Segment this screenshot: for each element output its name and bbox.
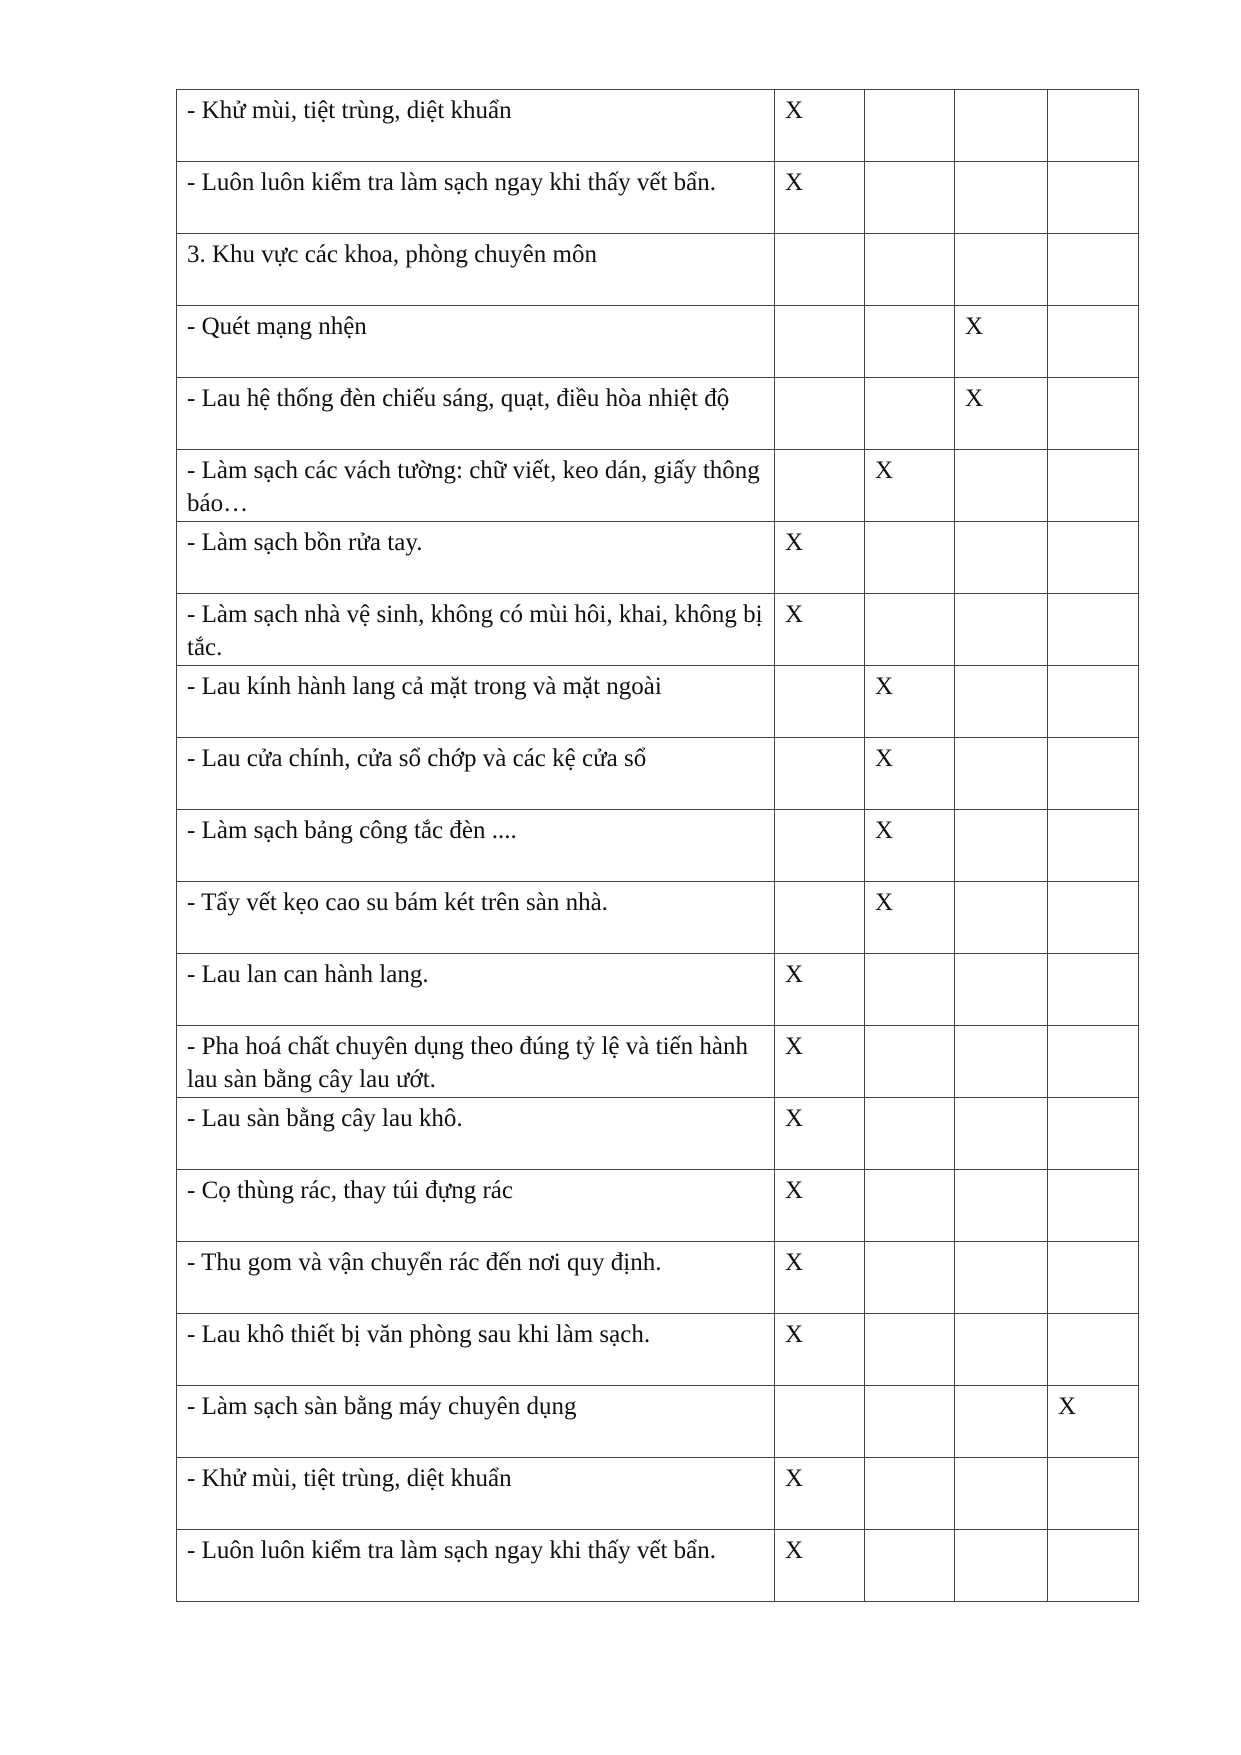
table-row xyxy=(177,882,1139,954)
frequency-mark-cell xyxy=(1048,1098,1139,1170)
task-cell: - Luôn luôn kiểm tra làm sạch ngay khi thấy vết bẩn. xyxy=(177,162,775,234)
task-cell: - Luôn luôn kiểm tra làm sạch ngay khi thấy vết bẩn. xyxy=(177,1530,775,1602)
frequency-mark-cell xyxy=(955,234,1048,306)
frequency-mark-cell xyxy=(1048,810,1139,882)
frequency-mark-cell xyxy=(775,1386,865,1458)
frequency-mark-cell: X xyxy=(775,1314,865,1386)
frequency-mark-cell xyxy=(1048,594,1139,666)
frequency-mark-cell xyxy=(775,450,865,522)
frequency-mark-cell: X xyxy=(775,594,865,666)
table-row xyxy=(177,450,1139,522)
frequency-mark-cell: X xyxy=(865,810,955,882)
frequency-mark-cell: X xyxy=(865,738,955,810)
frequency-mark-cell xyxy=(865,594,955,666)
frequency-mark-cell: X xyxy=(775,162,865,234)
table-row xyxy=(177,810,1139,882)
frequency-mark-cell xyxy=(1048,378,1139,450)
frequency-mark-cell xyxy=(775,234,865,306)
frequency-mark-cell xyxy=(955,1314,1048,1386)
task-cell: 3. Khu vực các khoa, phòng chuyên môn xyxy=(177,234,775,306)
table-row xyxy=(177,1026,1139,1098)
frequency-mark-cell: X xyxy=(775,1242,865,1314)
frequency-mark-cell xyxy=(955,810,1048,882)
frequency-mark-cell xyxy=(955,666,1048,738)
task-cell: - Khử mùi, tiệt trùng, diệt khuẩn xyxy=(177,1458,775,1530)
task-cell: - Thu gom và vận chuyển rác đến nơi quy định. xyxy=(177,1242,775,1314)
frequency-mark-cell xyxy=(1048,522,1139,594)
frequency-mark-cell xyxy=(955,1170,1048,1242)
task-cell: - Làm sạch bảng công tắc đèn .... xyxy=(177,810,775,882)
frequency-mark-cell xyxy=(865,306,955,378)
frequency-mark-cell xyxy=(865,954,955,1026)
frequency-mark-cell xyxy=(865,234,955,306)
table-row xyxy=(177,954,1139,1026)
table-row xyxy=(177,1386,1139,1458)
frequency-mark-cell: X xyxy=(955,378,1048,450)
frequency-mark-cell xyxy=(1048,162,1139,234)
frequency-mark-cell xyxy=(1048,1242,1139,1314)
table-row xyxy=(177,1098,1139,1170)
table-row xyxy=(177,522,1139,594)
task-cell: - Làm sạch sàn bằng máy chuyên dụng xyxy=(177,1386,775,1458)
frequency-mark-cell xyxy=(1048,1458,1139,1530)
task-cell: - Lau khô thiết bị văn phòng sau khi làm sạch. xyxy=(177,1314,775,1386)
table-row xyxy=(177,594,1139,666)
frequency-mark-cell xyxy=(775,738,865,810)
frequency-mark-cell xyxy=(955,1026,1048,1098)
frequency-mark-cell xyxy=(865,1386,955,1458)
task-cell: - Làm sạch bồn rửa tay. xyxy=(177,522,775,594)
task-cell: - Pha hoá chất chuyên dụng theo đúng tỷ lệ và tiến hành lau sàn bằng cây lau ướt. xyxy=(177,1026,775,1098)
frequency-mark-cell: X xyxy=(775,1026,865,1098)
frequency-mark-cell xyxy=(955,738,1048,810)
frequency-mark-cell xyxy=(865,90,955,162)
frequency-mark-cell xyxy=(1048,1530,1139,1602)
frequency-mark-cell xyxy=(865,1530,955,1602)
table-row xyxy=(177,1242,1139,1314)
frequency-mark-cell xyxy=(1048,738,1139,810)
frequency-mark-cell: X xyxy=(775,90,865,162)
frequency-mark-cell xyxy=(955,1458,1048,1530)
frequency-mark-cell xyxy=(955,522,1048,594)
frequency-mark-cell xyxy=(1048,90,1139,162)
task-cell: - Làm sạch các vách tường: chữ viết, keo dán, giấy thông báo… xyxy=(177,450,775,522)
table-row xyxy=(177,738,1139,810)
cleaning-schedule-table xyxy=(176,89,1139,1602)
frequency-mark-cell xyxy=(955,162,1048,234)
frequency-mark-cell xyxy=(955,1530,1048,1602)
task-cell: - Làm sạch nhà vệ sinh, không có mùi hôi, khai, không bị tắc. xyxy=(177,594,775,666)
table-row xyxy=(177,1458,1139,1530)
table-row xyxy=(177,666,1139,738)
frequency-mark-cell xyxy=(865,522,955,594)
task-cell: - Lau sàn bằng cây lau khô. xyxy=(177,1098,775,1170)
table-row xyxy=(177,1170,1139,1242)
frequency-mark-cell xyxy=(865,1314,955,1386)
task-cell: - Khử mùi, tiệt trùng, diệt khuẩn xyxy=(177,90,775,162)
task-cell: - Lau cửa chính, cửa sổ chớp và các kệ cửa sổ xyxy=(177,738,775,810)
frequency-mark-cell xyxy=(1048,306,1139,378)
frequency-mark-cell xyxy=(1048,882,1139,954)
frequency-mark-cell: X xyxy=(865,450,955,522)
table-body xyxy=(177,90,1139,1602)
table-row xyxy=(177,90,1139,162)
task-cell: - Cọ thùng rác, thay túi đựng rác xyxy=(177,1170,775,1242)
frequency-mark-cell xyxy=(775,810,865,882)
task-cell: - Tẩy vết kẹo cao su bám két trên sàn nhà. xyxy=(177,882,775,954)
frequency-mark-cell: X xyxy=(955,306,1048,378)
frequency-mark-cell: X xyxy=(1048,1386,1139,1458)
frequency-mark-cell xyxy=(955,954,1048,1026)
task-cell: - Lau hệ thống đèn chiếu sáng, quạt, điều hòa nhiệt độ xyxy=(177,378,775,450)
frequency-mark-cell xyxy=(865,1098,955,1170)
frequency-mark-cell xyxy=(955,1386,1048,1458)
task-cell: - Lau lan can hành lang. xyxy=(177,954,775,1026)
frequency-mark-cell: X xyxy=(775,954,865,1026)
task-cell: - Quét mạng nhện xyxy=(177,306,775,378)
frequency-mark-cell xyxy=(955,594,1048,666)
table-row xyxy=(177,162,1139,234)
table-row xyxy=(177,234,1139,306)
frequency-mark-cell: X xyxy=(775,1530,865,1602)
frequency-mark-cell xyxy=(1048,1170,1139,1242)
frequency-mark-cell: X xyxy=(775,1458,865,1530)
frequency-mark-cell xyxy=(865,1458,955,1530)
frequency-mark-cell xyxy=(1048,450,1139,522)
frequency-mark-cell xyxy=(955,450,1048,522)
frequency-mark-cell xyxy=(955,1242,1048,1314)
frequency-mark-cell xyxy=(865,1026,955,1098)
frequency-mark-cell xyxy=(1048,666,1139,738)
task-cell: - Lau kính hành lang cả mặt trong và mặt ngoài xyxy=(177,666,775,738)
frequency-mark-cell xyxy=(775,666,865,738)
frequency-mark-cell: X xyxy=(865,666,955,738)
frequency-mark-cell xyxy=(865,1170,955,1242)
frequency-mark-cell: X xyxy=(865,882,955,954)
table-row xyxy=(177,378,1139,450)
frequency-mark-cell xyxy=(865,1242,955,1314)
frequency-mark-cell xyxy=(1048,1026,1139,1098)
table-row xyxy=(177,1530,1139,1602)
frequency-mark-cell: X xyxy=(775,1098,865,1170)
frequency-mark-cell xyxy=(1048,1314,1139,1386)
frequency-mark-cell: X xyxy=(775,522,865,594)
frequency-mark-cell xyxy=(1048,954,1139,1026)
frequency-mark-cell xyxy=(775,378,865,450)
frequency-mark-cell xyxy=(775,882,865,954)
frequency-mark-cell xyxy=(865,162,955,234)
table-row xyxy=(177,306,1139,378)
frequency-mark-cell: X xyxy=(775,1170,865,1242)
frequency-mark-cell xyxy=(955,1098,1048,1170)
frequency-mark-cell xyxy=(955,882,1048,954)
frequency-mark-cell xyxy=(775,306,865,378)
frequency-mark-cell xyxy=(1048,234,1139,306)
frequency-mark-cell xyxy=(955,90,1048,162)
table-row xyxy=(177,1314,1139,1386)
frequency-mark-cell xyxy=(865,378,955,450)
